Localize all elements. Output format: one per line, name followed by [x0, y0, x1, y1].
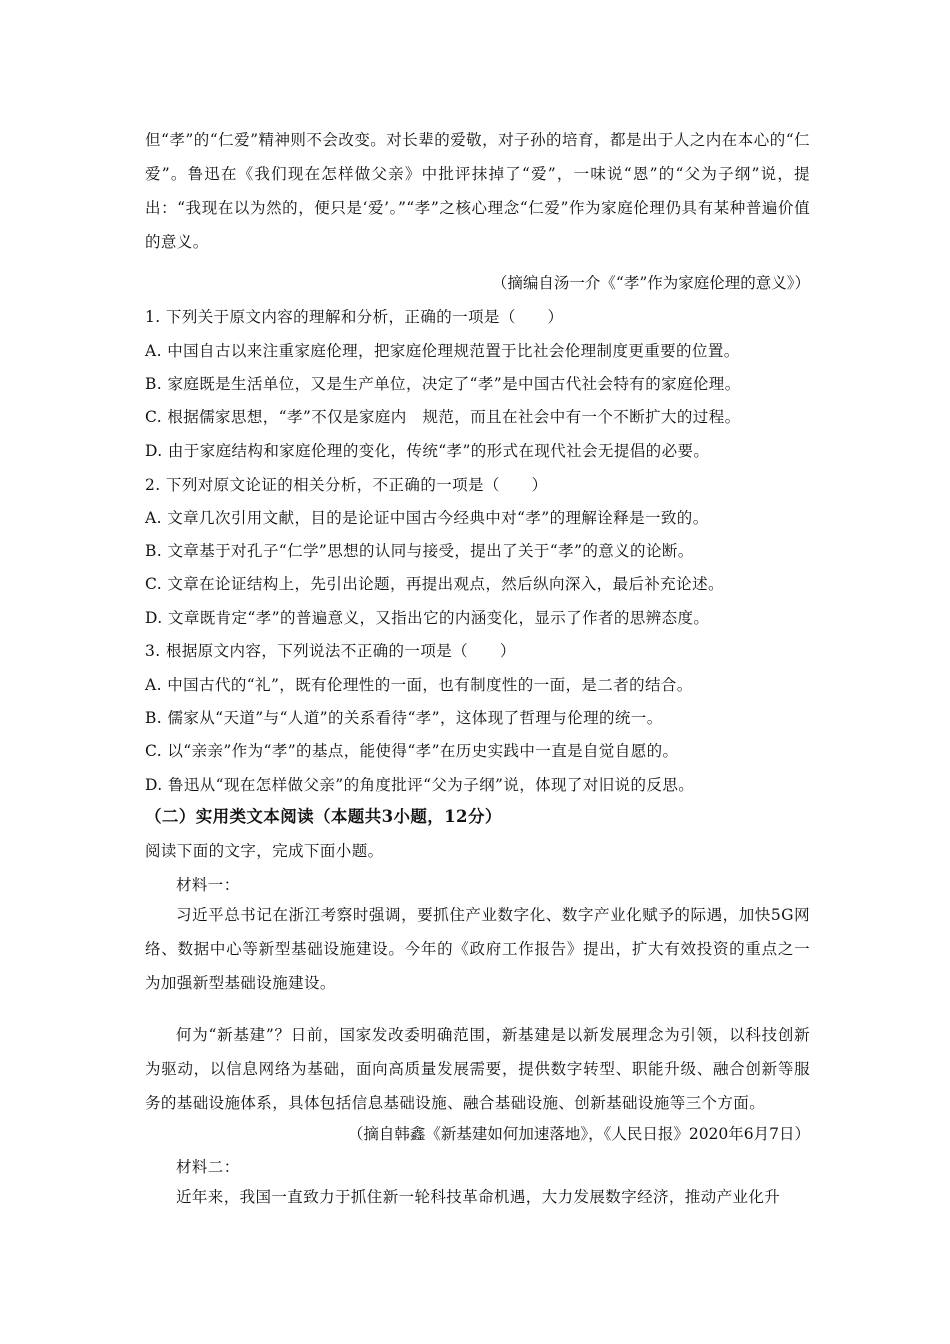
source-citation-1: （摘编自汤一介《“孝”作为家庭伦理的意义》） — [491, 274, 810, 292]
section-heading: （二）实用类文本阅读（本题共3小题，12分） — [145, 807, 502, 826]
question-3-stem: 3. 根据原文内容，下列说法不正确的一项是（ ） — [145, 642, 516, 660]
material-2-paragraph-1: 近年来，我国一直致力于抓住新一轮科技革命机遇，大力发展数字经济，推动产业化升 — [176, 1188, 781, 1206]
question-2-option-d: D. 文章既肯定“孝”的普遍意义，又指出它的内涵变化，显示了作者的思辨态度。 — [145, 609, 710, 627]
question-2-stem: 2. 下列对原文论证的相关分析，不正确的一项是（ ） — [145, 476, 548, 494]
material-1-paragraph-1: 习近平总书记在浙江考察时强调，要抓住产业数字化、数字产业化赋予的际遇，加快5G网络、数据中心等新型基础设施建设。今年的《政府工作报告》提出，扩大有效投资的重点之一为加强新型基础设施建设。 — [145, 906, 810, 992]
question-2-option-c: C. 文章在论证结构上，先引出论题，再提出观点，然后纵向深入，最后补充论述。 — [145, 575, 724, 593]
question-1-option-a: A. 中国自古以来注重家庭伦理，把家庭伦理规范置于比社会伦理制度更重要的位置。 — [145, 342, 740, 360]
question-2-option-a: A. 文章几次引用文献，目的是论证中国古今经典中对“孝”的理解诠释是一致的。 — [145, 509, 709, 527]
material-2-label: 材料二： — [176, 1158, 240, 1176]
question-1-option-c: C. 根据儒家思想，“孝”不仅是家庭内 规范，而且在社会中有一个不断扩大的过程。 — [145, 408, 741, 426]
intro-paragraph: 但“孝”的“仁爱”精神则不会改变。对长辈的爱敬，对子孙的培育，都是出于人之内在本心的“仁爱”。鲁迅在《我们现在怎样做父亲》中批评抹掉了“爱”，一味说“恩”的“父为子纲”说，提出：“我现在以为然的，便只是‘爱’。”“孝”之核心理念“仁爱”作为家庭伦理仍具有某种普遍价值的意义。 — [145, 131, 810, 251]
question-3-option-d: D. 鲁迅从“现在怎样做父亲”的角度批评“父为子纲”说，体现了对旧说的反思。 — [145, 776, 695, 794]
question-1-option-d: D. 由于家庭结构和家庭伦理的变化，传统“孝”的形式在现代社会无提倡的必要。 — [145, 442, 710, 460]
instruction-text: 阅读下面的文字，完成下面小题。 — [145, 842, 384, 860]
source-citation-2: （摘自韩鑫《新基建如何加速落地》，《人民日报》2020年6月7日） — [347, 1125, 810, 1143]
material-1-label: 材料一： — [176, 876, 240, 894]
question-1-option-b: B. 家庭既是生活单位，又是生产单位，决定了“孝”是中国古代社会特有的家庭伦理。 — [145, 375, 741, 393]
material-1-paragraph-2: 何为“新基建”？日前，国家发改委明确范围，新基建是以新发展理念为引领，以科技创新为驱动，以信息网络为基础，面向高质量发展需要，提供数字转型、职能升级、融合创新等服务的基础设施体系，具体包括信息基础设施、融合基础设施、创新基础设施等三个方面。 — [145, 1026, 810, 1112]
question-3-option-a: A. 中国古代的“礼”，既有伦理性的一面，也有制度性的一面，是二者的结合。 — [145, 676, 693, 694]
question-2-option-b: B. 文章基于对孔子“仁学”思想的认同与接受，提出了关于“孝”的意义的论断。 — [145, 542, 694, 560]
question-1-stem: 1. 下列关于原文内容的理解和分析，正确的一项是（ ） — [145, 308, 564, 326]
question-3-option-b: B. 儒家从“天道”与“人道”的关系看待“孝”，这体现了哲理与伦理的统一。 — [145, 709, 663, 727]
question-3-option-c: C. 以“亲亲”作为“孝”的基点，能使得“孝”在历史实践中一直是自觉自愿的。 — [145, 742, 679, 760]
